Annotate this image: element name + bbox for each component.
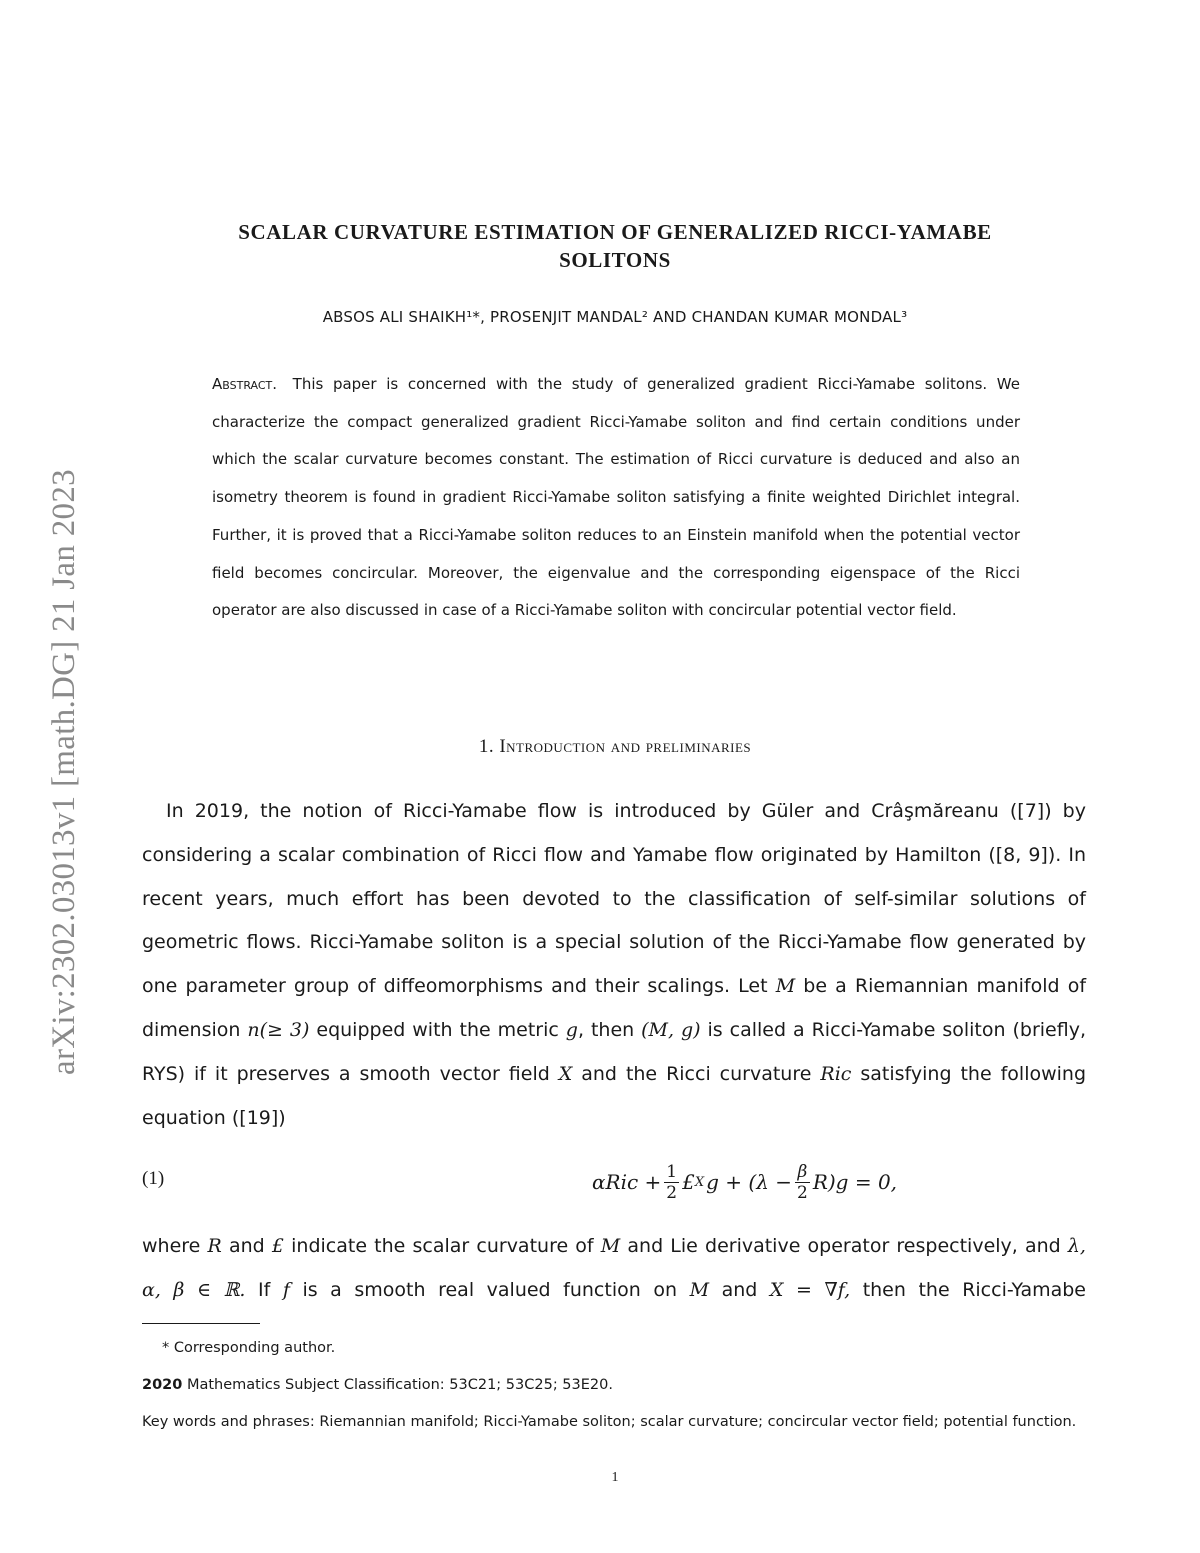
section-heading — [130, 736, 1100, 758]
after-text-1: where — [142, 1235, 201, 1257]
after-text-3: indicate the scalar curvature of — [291, 1235, 594, 1257]
after-text-5: If — [257, 1278, 271, 1301]
math-params: λ, α, β ∈ ℝ. — [142, 1235, 1086, 1301]
post-equation-paragraph — [142, 1225, 1086, 1313]
title-line-2: SOLITONS — [559, 248, 671, 272]
after-text-4: and Lie derivative operator respectively, and — [627, 1235, 1061, 1257]
fraction-denominator: 2 — [666, 1182, 678, 1203]
math-dimension: n(≥ 3) — [247, 1018, 310, 1041]
msc-year: 2020 — [142, 1377, 183, 1393]
math-Mg: (M, g) — [641, 1018, 701, 1041]
intro-text-5: is called a Ricci-Yamabe soliton (briefly, RYS) if it preserves a smooth vector field — [142, 1018, 1086, 1085]
intro-text-6: and the Ricci curvature — [581, 1062, 812, 1085]
intro-text-7: satisfying the following equation ([19]) — [142, 1062, 1087, 1129]
equation-1 — [142, 1150, 1086, 1214]
section-number: 1. — [478, 736, 495, 757]
eq-part-1: αRic + — [592, 1170, 662, 1194]
section-title: Introduction and preliminaries — [499, 736, 752, 757]
math-Ric: Ric — [820, 1062, 852, 1085]
math-M: M — [689, 1278, 710, 1301]
equation-body — [592, 1150, 897, 1214]
intro-text-1: In 2019, the notion of Ricci-Yamabe flow is introduced by Güler and Crâşmăreanu ([7]) by considering a scalar combination of Ricci flow and Yamabe flow originated by Hamilton ([8, 9]). In recent years, much effort has been devoted to the classification of self-similar solutions of geometric flows. Ricci-Yamabe soliton is a special solution of the Ricci-Yamabe flow generated by one parameter group of diffeomorphisms and their scalings. Let — [142, 800, 1086, 998]
arxiv-identifier: arXiv:2302.03013v1 [math.DG] 21 Jan 2023 — [46, 469, 82, 1075]
fraction-numerator: β — [797, 1161, 808, 1182]
eq-part-3: g + (λ − — [706, 1170, 792, 1194]
intro-paragraph — [142, 790, 1086, 1140]
footnote-corresponding: * Corresponding author. — [162, 1340, 336, 1356]
math-M: M — [775, 975, 796, 998]
eq-part-4: R)g = 0, — [812, 1170, 898, 1194]
math-X: X — [558, 1062, 573, 1085]
abstract — [212, 366, 1020, 630]
lie-subscript: X — [694, 1174, 705, 1190]
footnote-keywords: Key words and phrases: Riemannian manifold; Ricci-Yamabe soliton; scalar curvature; concircular vector field; potential function. — [142, 1414, 1077, 1430]
paper-title — [130, 218, 1100, 274]
title-line-1: SCALAR CURVATURE ESTIMATION OF GENERALIZED RICCI-YAMABE — [238, 220, 992, 244]
fraction-denominator: 2 — [796, 1182, 808, 1203]
math-R: R — [207, 1235, 222, 1257]
after-text-2: and — [228, 1235, 265, 1257]
abstract-heading: Abstract. — [212, 375, 278, 393]
after-text-6: is a smooth real valued function on — [302, 1278, 677, 1301]
lie-derivative-symbol: £ — [682, 1170, 695, 1194]
fraction-one-half — [664, 1162, 679, 1203]
math-M: M — [600, 1235, 621, 1257]
fraction-numerator: 1 — [666, 1161, 678, 1182]
intro-text-3: equipped with the metric — [316, 1018, 559, 1041]
footnote-rule — [142, 1323, 260, 1324]
abstract-text: This paper is concerned with the study of generalized gradient Ricci-Yamabe solitons. We characterize the compact generalized gradient Ricci-Yamabe soliton and find certain conditions under which the scalar curvature becomes constant. The estimation of Ricci curvature is deduced and also an isometry theorem is found in gradient Ricci-Yamabe soliton satisfying a finite weighted Dirichlet integral. Further, it is proved that a Ricci-Yamabe soliton reduces to an Einstein manifold when the potential vector field becomes concircular. Moreover, the eigenvalue and the corresponding eigenspace of the Ricci operator are also discussed in case of a Ricci-Yamabe soliton with concircular potential vector field. — [212, 375, 1020, 620]
fraction-beta-half — [795, 1162, 810, 1203]
author-list: ABSOS ALI SHAIKH¹*, PROSENJIT MANDAL² AND CHANDAN KUMAR MONDAL³ — [322, 308, 908, 326]
math-lie: £ — [271, 1235, 284, 1257]
after-text-7: and — [721, 1278, 758, 1301]
intro-text-2: be a Riemannian manifold of dimension — [142, 975, 1087, 1041]
equation-number: (1) — [142, 1168, 165, 1189]
page-number: 1 — [611, 1470, 619, 1485]
math-X-gradient: X = ∇f, — [769, 1278, 851, 1301]
intro-text-4: , then — [577, 1018, 635, 1041]
footnotes — [142, 1330, 1086, 1441]
math-f: f — [282, 1278, 290, 1301]
footnote-msc — [142, 1367, 1086, 1404]
math-g: g — [565, 1018, 578, 1041]
after-text-8: then the Ricci-Yamabe — [862, 1278, 1086, 1301]
msc-text: Mathematics Subject Classification: 53C21; 53C25; 53E20. — [186, 1377, 613, 1393]
